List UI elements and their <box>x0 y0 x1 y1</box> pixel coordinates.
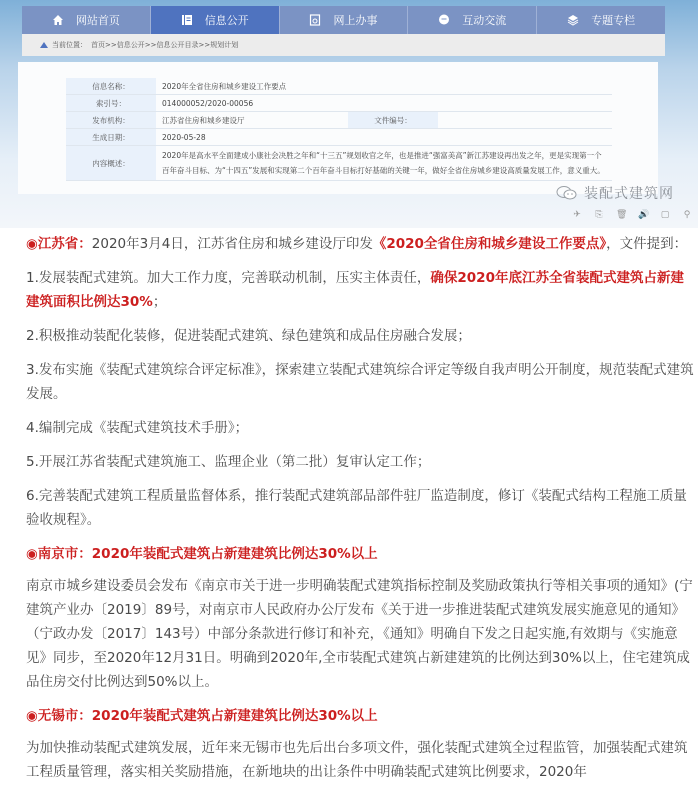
nav-item-home[interactable] <box>22 6 151 34</box>
form-icon <box>309 14 321 26</box>
jiangsu-doc-title: 《2020全省住房和城乡建设工作要点》 <box>372 236 607 252</box>
info-index-value: 014000052/2020-00056 <box>156 95 612 112</box>
breadcrumb-prefix: 当前位置： <box>52 41 87 49</box>
list-item <box>26 416 696 440</box>
jiangsu-intro-text: 2020年3月4日，江苏省住房和城乡建设厅印发 <box>91 236 373 252</box>
list-item-text: 6.完善装配式建筑工程质量监督体系，推行装配式建筑部品部件驻厂监造制度，修订《装配式结构工程施工质量验收规程》。 <box>26 488 687 528</box>
watermark <box>556 183 674 203</box>
list-item-tail: ； <box>152 294 167 310</box>
list-item-text: 5.开展江苏省装配式建筑施工、监理企业（第二批）复审认定工作； <box>26 454 431 470</box>
list-item <box>26 358 696 406</box>
article-body <box>26 232 696 794</box>
breadcrumb-path[interactable]: 首页>>信息公开>>信息公开目录>>规划计划 <box>91 41 239 49</box>
chat-bubble-icon <box>438 14 450 26</box>
info-panel <box>18 62 658 194</box>
copy-icon[interactable]: ⎘ <box>595 210 603 220</box>
rocket-icon[interactable]: ✈ <box>573 210 581 220</box>
wuxi-heading: ◉无锡市：2020年装配式建筑占新建建筑比例达30%以上 <box>26 708 378 724</box>
jiangsu-title: 江苏省： <box>37 236 92 252</box>
nav-label: 互动交流 <box>462 14 507 27</box>
jiangsu-bullet: ◉ <box>26 236 38 252</box>
info-summary-label: 内容概述： <box>66 146 156 181</box>
wuxi-body: 为加快推动装配式建筑发展，近年来无锡市也先后出台多项文件，强化装配式建筑全过程监管，加强装配式建筑工程质量管理，落实相关奖励措施，在新地块的出让条件中明确装配式建筑比例要求，2020年 <box>26 740 688 780</box>
nav-label: 专题专栏 <box>591 14 636 27</box>
screenshot-toolbar <box>572 210 692 220</box>
list-item <box>26 324 696 348</box>
nav-label: 网站首页 <box>75 14 120 27</box>
info-name-label: 信息名称： <box>66 78 156 95</box>
info-docno-value <box>438 112 612 129</box>
info-name-value: 2020年全省住房和城乡建设工作要点 <box>156 78 612 95</box>
list-item-highlight: 确保2020年底江苏全省装配式建筑占新建建筑面积比例达30% <box>26 270 684 310</box>
watermark-text: 装配式建筑网 <box>584 186 674 202</box>
list-item <box>26 450 696 474</box>
nav-item-online-services[interactable] <box>280 6 409 34</box>
list-item-text: 4.编制完成《装配式建筑技术手册》； <box>26 420 249 436</box>
nanjing-body: 南京市城乡建设委员会发布《南京市关于进一步明确装配式建筑指标控制及奖励政策执行等相关事项的通知》(宁建筑产业办〔2019〕89号，对南京市人民政府办公厅发布《关于进一步推进装配式建筑发展实施意见的通知》（宁政办发〔2017〕143号）中部分条款进行修订和补充，《通知》明确自下发之日起实施,有效期与《实施意见》同步，至2020年12月31日。明确到2020年,全市装配式建筑占新建建筑的比例达到30%以上，住宅建筑成品住房交付比例达到50%以上。 <box>26 578 693 690</box>
home-icon <box>52 14 64 26</box>
info-docno-label: 文件编号： <box>348 112 438 129</box>
info-date-label: 生成日期： <box>66 129 156 146</box>
document-icon <box>181 14 193 26</box>
wechat-icon <box>556 185 578 201</box>
list-item <box>26 484 696 532</box>
list-item-text: 1.发展装配式建筑。加大工作力度，完善联动机制，压实主体责任， <box>26 270 431 286</box>
nav-item-info-public[interactable] <box>151 6 280 34</box>
nav-label: 信息公开 <box>204 14 249 27</box>
search-icon[interactable]: ⚲ <box>683 210 691 220</box>
list-item <box>26 266 696 314</box>
window-icon[interactable]: ▢ <box>660 210 670 220</box>
nav-label: 网上办事 <box>333 14 378 27</box>
nav-item-interaction[interactable] <box>408 6 537 34</box>
info-publisher-value: 江苏省住房和城乡建设厅 <box>156 112 348 129</box>
layers-icon <box>567 14 579 26</box>
info-summary-value: 2020年是高水平全面建成小康社会决胜之年和“十三五”规划收官之年，也是推进“强富美高”新江苏建设再出发之年，更是实现第一个百年奋斗目标、为“十四五”发展和实现第二个百年奋斗目标打好基础的关键一年，做好全省住房城乡建设高质量发展工作，意义重大。 <box>156 146 612 181</box>
list-item-text: 2.积极推动装配化装修，促进装配式建筑、绿色建筑和成品住房融合发展； <box>26 328 471 344</box>
speaker-icon[interactable]: 🔊 <box>638 210 650 220</box>
info-table <box>66 78 612 181</box>
info-date-value: 2020-05-28 <box>156 129 612 146</box>
nanjing-heading: ◉南京市：2020年装配式建筑占新建建筑比例达30%以上 <box>26 546 378 562</box>
nav-item-special-topics[interactable] <box>537 6 665 34</box>
jiangsu-intro <box>26 232 696 256</box>
breadcrumb <box>22 34 665 56</box>
info-publisher-label: 发布机构： <box>66 112 156 129</box>
info-index-label: 索引号： <box>66 95 156 112</box>
main-nav <box>22 6 665 34</box>
list-item-text: 3.发布实施《装配式建筑综合评定标准》，探索建立装配式建筑综合评定等级自我声明公开制度，规范装配式建筑发展。 <box>26 362 694 402</box>
embedded-screenshot <box>0 0 698 228</box>
location-icon <box>40 42 48 48</box>
jiangsu-intro-after: ，文件提到： <box>606 236 688 252</box>
trash-icon[interactable]: 🗑 <box>616 210 628 220</box>
